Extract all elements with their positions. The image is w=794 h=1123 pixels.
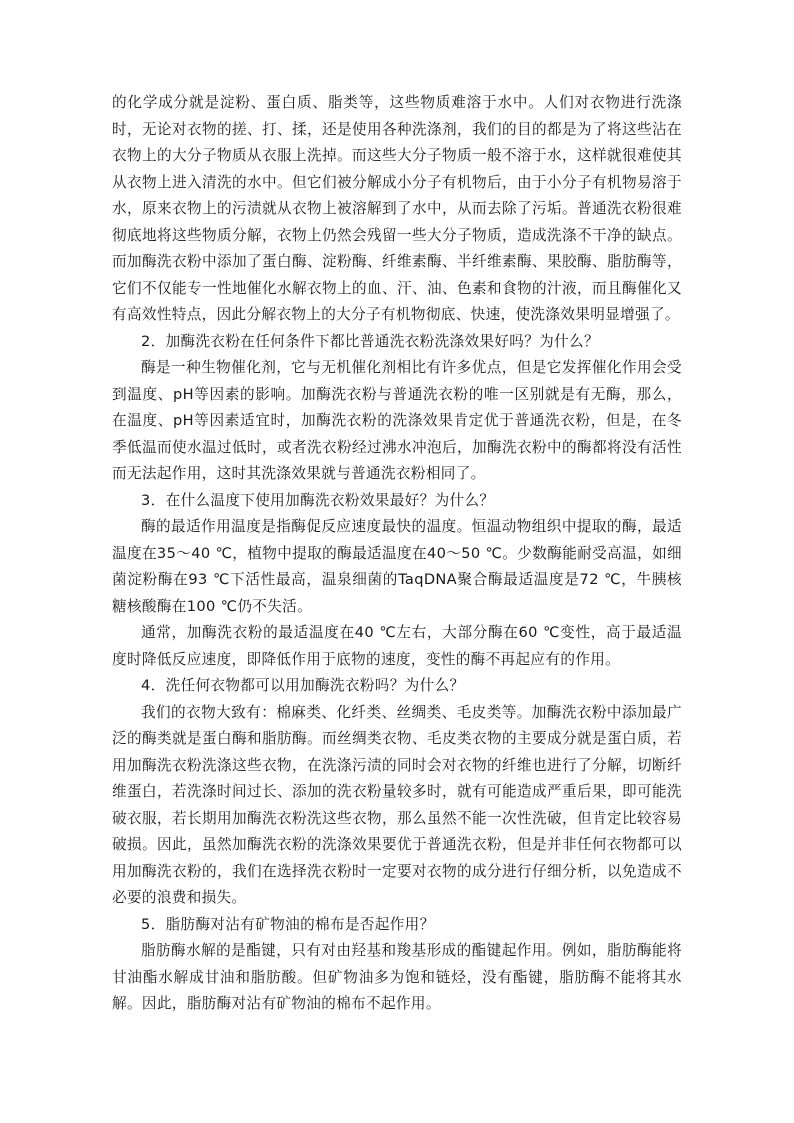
body-paragraph: 酶是一种生物催化剂，它与无机催化剂相比有许多优点，但是它发挥催化作用会受到温度、pH等因素的影响。加酶洗衣粉与普通洗衣粉的唯一区别就是有无酶，那么，在温度、pH等因素适宜时，加酶洗衣粉的洗涤效果肯定优于普通洗衣粉，但是，在冬季低温而使水温过低时，或者洗衣粉经过沸水冲泡后，加酶洗衣粉中的酶都将没有活性而无法起作用，这时其洗涤效果就与普通洗衣粉相同了。 — [112, 359, 682, 482]
body-paragraph: 的化学成分就是淀粉、蛋白质、脂类等，这些物质难溶于水中。人们对衣物进行洗涤时，无论对衣物的搓、打、揉，还是使用各种洗涤剂，我们的目的都是为了将这些沾在衣物上的大分子物质从衣服上洗掉。而这些大分子物质一般不溶于水，这样就很难使其从衣物上进入清洗的水中。但它们被分解成小分子有机物后，由于小分子有机物易溶于水，原来衣物上的污渍就从衣物上被溶解到了水中，从而去除了污垢。普通洗衣粉很难彻底地将这些物质分解，衣物上仍然会残留一些大分子物质，造成洗涤不干净的缺点。而加酶洗衣粉中添加了蛋白酶、淀粉酶、纤维素酶、半纤维素酶、果胶酶、脂肪酶等，它们不仅能专一性地催化水解衣物上的血、汗、油、色素和食物的汁液，而且酶催化又有高效性特点，因此分解衣物上的大分子有机物彻底、快速，使洗涤效果明显增强了。 — [112, 94, 682, 323]
body-paragraph: 我们的衣物大致有：棉麻类、化纤类、丝绸类、毛皮类等。加酶洗衣粉中添加最广泛的酶类就是蛋白酶和脂肪酶。而丝绸类衣物、毛皮类衣物的主要成分就是蛋白质，若用加酶洗衣粉洗涤这些衣物，在洗涤污渍的同时会对衣物的纤维也进行了分解，切断纤维蛋白，若洗涤时间过长、添加的洗衣粉量较多时，就有可能造成严重后果，即可能洗破衣服，若长期用加酶洗衣粉洗这些衣物，那么虽然不能一次性洗破，但肯定比较容易破损。因此，虽然加酶洗衣粉的洗涤效果要优于普通洗衣粉，但是并非任何衣物都可以用加酶洗衣粉的，我们在选择洗衣粉时一定要对衣物的成分进行仔细分析，以免造成不必要的浪费和损失。 — [112, 703, 682, 906]
body-paragraph: 酶的最适作用温度是指酶促反应速度最快的温度。恒温动物组织中提取的酶，最适温度在35～40 ℃，植物中提取的酶最适温度在40～50 ℃。少数酶能耐受高温，如细菌淀粉酶在93 ℃下活性最高，温泉细菌的TaqDNA聚合酶最适温度是72 ℃，牛胰核糖核酸酶在100 ℃仍不失活。 — [112, 518, 682, 615]
question-heading: 3．在什么温度下使用加酶洗衣粉效果最好？为什么？ — [141, 491, 495, 509]
question-heading: 2．加酶洗衣粉在任何条件下都比普通洗衣粉洗涤效果好吗？为什么？ — [141, 332, 599, 350]
body-paragraph: 脂肪酶水解的是酯键，只有对由羟基和羧基形成的酯键起作用。例如，脂肪酶能将甘油酯水解成甘油和脂肪酸。但矿物油多为饱和链烃，没有酯键，脂肪酶不能将其水解。因此，脂肪酶对沾有矿物油的棉布不起作用。 — [112, 942, 682, 1012]
document-page — [112, 90, 682, 1018]
body-paragraph: 通常，加酶洗衣粉的最适温度在40 ℃左右，大部分酶在60 ℃变性，高于最适温度时降低反应速度，即降低作用于底物的速度，变性的酶不再起应有的作用。 — [112, 624, 682, 668]
question-heading: 4．洗任何衣物都可以用加酶洗衣粉吗？为什么？ — [141, 677, 465, 694]
question-heading: 5．脂肪酶对沾有矿物油的棉布是否起作用？ — [141, 915, 435, 933]
